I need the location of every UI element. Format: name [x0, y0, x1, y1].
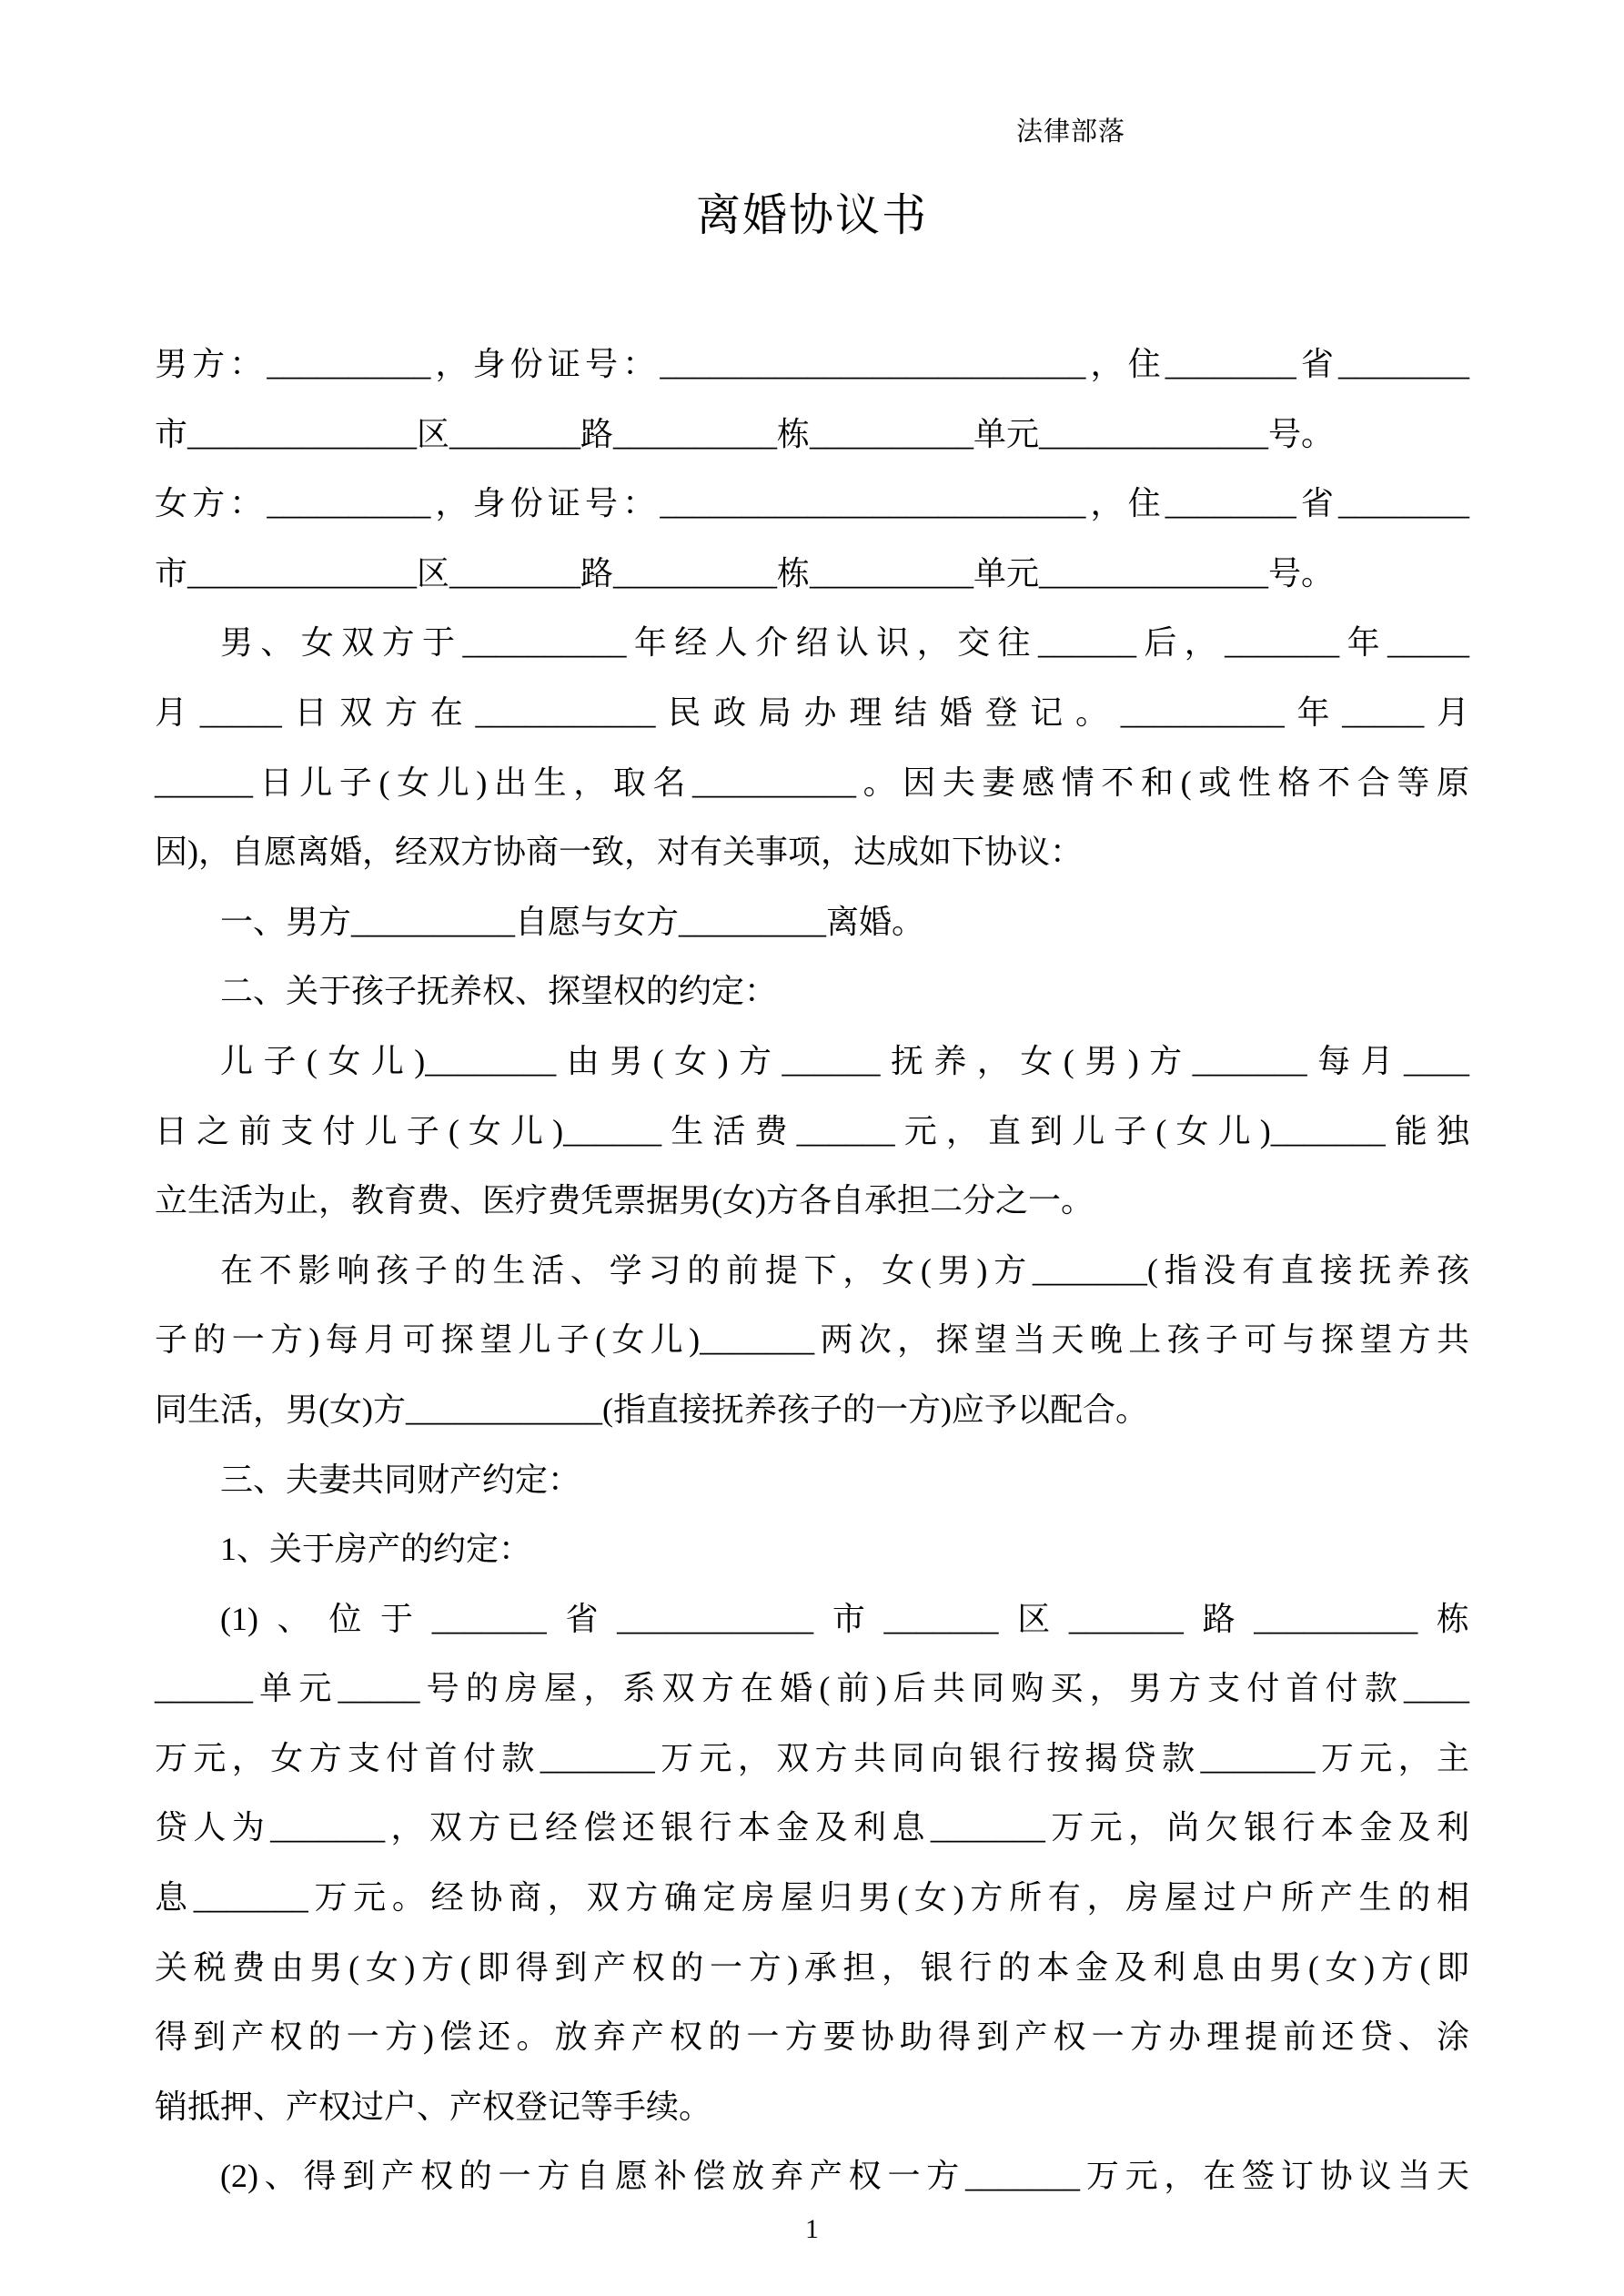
document-line: ______日儿子(女儿)出生，取名__________。因夫妻感情不和(或性格不合等原: [155, 764, 1469, 801]
document-line: 同生活，男(女)方____________(指直接抚养孩子的一方)应予以配合。: [155, 1391, 1148, 1428]
document-line: 月_____日双方在___________民政局办理结婚登记。__________年_____月: [155, 693, 1469, 731]
document-line: (2)、得到产权的一方自愿补偿放弃产权一方_______万元，在签订协议当天: [220, 2158, 1469, 2195]
document-line: 万元，女方支付首付款_______万元，双方共同向银行按揭贷款_______万元，主: [155, 1739, 1469, 1776]
document-line: 关税费由男(女)方(即得到产权的一方)承担，银行的本金及利息由男(女)方(即: [155, 1948, 1469, 1986]
document-line: 二、关于孩子抚养权、探望权的约定：: [220, 973, 778, 1010]
document-line: 息_______万元。经协商，双方确定房屋归男(女)方所有，房屋过户所产生的相: [155, 1879, 1469, 1917]
document-line: 在不影响孩子的生活、学习的前提下，女(男)方_______(指没有直接抚养孩: [220, 1251, 1469, 1289]
document-line: 日之前支付儿子(女儿)______生活费______元，直到儿子(女儿)_______能独: [155, 1112, 1469, 1149]
document-line: 市______________区________路__________栋__________单元______________号。: [155, 554, 1334, 592]
document-title: 离婚协议书: [695, 190, 928, 240]
document-line: 立生活为止，教育费、医疗费凭票据男(女)方各自承担二分之一。: [155, 1182, 1094, 1219]
document-line: 1、关于房产的约定：: [220, 1531, 532, 1568]
document-line: 贷人为_______，双方已经偿还银行本金及利息_______万元，尚欠银行本金及利: [155, 1809, 1469, 1846]
document-line: 一、男方__________自愿与女方_________离婚。: [220, 903, 925, 940]
document-line: 男、女双方于__________年经人介绍认识，交往______后，_______年_____: [220, 624, 1469, 662]
document-line: 得到产权的一方)偿还。放弃产权的一方要协助得到产权一方办理提前还贷、涂: [155, 2018, 1469, 2056]
document-line: 三、夫妻共同财产约定：: [220, 1461, 581, 1498]
document-line: 儿子(女儿)________由男(女)方______抚养，女(男)方_______每月____: [220, 1042, 1469, 1079]
document-line: 子的一方)每月可探望儿子(女儿)_______两次，探望当天晚上孩子可与探望方共: [155, 1321, 1469, 1359]
page-number: 1: [805, 2214, 819, 2244]
document-line: ______单元_____号的房屋，系双方在婚(前)后共同购买，男方支付首付款____: [155, 1670, 1469, 1707]
document-line: 男方：__________，身份证号：__________________________，住________省________: [155, 346, 1469, 382]
header-brand: 法律部落: [1015, 117, 1125, 147]
document-line: 因)，自愿离婚，经双方协商一致，对有关事项，达成如下协议：: [155, 834, 1083, 871]
document-line: 市______________区________路__________栋__________单元______________号。: [155, 415, 1334, 452]
document-body: [155, 329, 1469, 2211]
document-line: 销抵押、产权过户、产权登记等手续。: [155, 2088, 712, 2125]
document-line: 女方：__________，身份证号：__________________________，住________省________: [155, 485, 1469, 522]
document-line: (1)、位于_______省____________市_______区_______路__________栋: [220, 1600, 1469, 1637]
